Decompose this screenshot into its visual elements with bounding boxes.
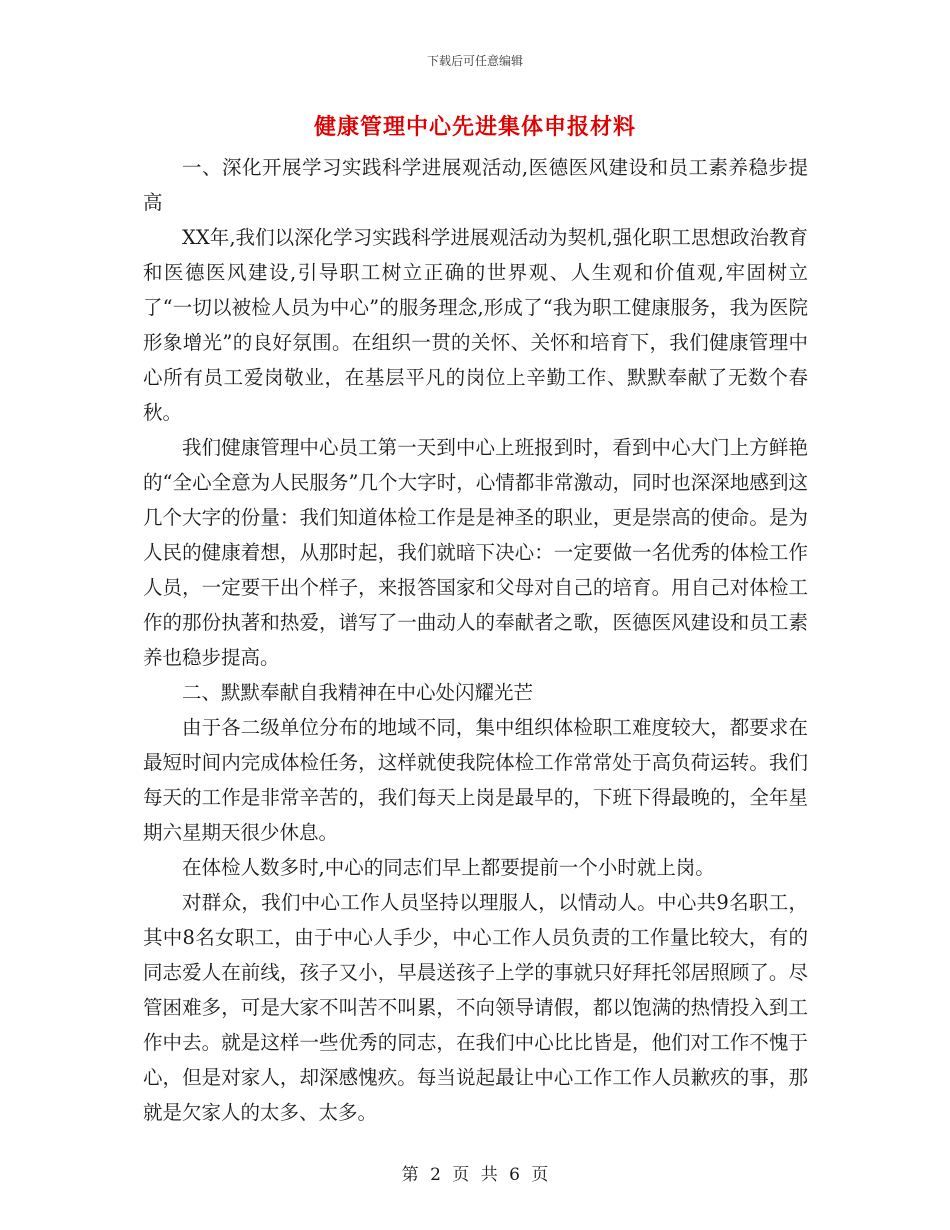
header-note: 下载后可任意编辑 xyxy=(426,54,523,68)
page-number-footer: 第 2 页 共 6 页 xyxy=(401,1165,549,1185)
paragraph: 由于各二级单位分布的地域不同，集中组织体检职工难度较大，都要求在最短时间内完成体检任务，这样就使我院体检工作常常处于高负荷运转。我们每天的工作是非常辛苦的，我们每天上岗是最早的，下班下得最晚的，全年星期六星期天很少休息。 xyxy=(143,716,808,844)
document-body xyxy=(143,150,808,1130)
document-title: 健康管理中心先进集体申报材料 xyxy=(313,114,636,140)
section-heading-2: 二、默默奉献自我精神在中心处闪耀光芒 xyxy=(182,681,534,704)
section-heading-1: 一、深化开展学习实践科学进展观活动,医德医风建设和员工素养稳步提高 xyxy=(143,156,808,214)
paragraph: 对群众，我们中心工作人员坚持以理服人，以情动人。中心共9名职工，其中8名女职工，由于中心人手少，中心工作人员负责的工作量比较大，有的同志爱人在前线，孩子又小，早晨送孩子上学的事就只好拜托邻居照顾了。尽管困难多，可是大家不叫苦不叫累，不向领导请假，都以饱满的热情投入到工作中去。就是这样一些优秀的同志，在我们中心比比皆是，他们对工作不愧于心，但是对家人，却深感愧疚。每当说起最让中心工作工作人员歉疚的事，那就是欠家人的太多、太多。 xyxy=(143,891,808,1124)
paragraph: 在体检人数多时,中心的同志们早上都要提前一个小时就上岗。 xyxy=(182,856,715,879)
paragraph: 我们健康管理中心员工第一天到中心上班报到时，看到中心大门上方鲜艳的“全心全意为人民服务”几个大字时，心情都非常激动，同时也深深地感到这几个大字的份量：我们知道体检工作是是神圣的职业，更是崇高的使命。是为人民的健康着想，从那时起，我们就暗下决心：一定要做一名优秀的体检工作人员，一定要干出个样子，来报答国家和父母对自己的培育。用自己对体检工作的那份执著和热爱，谱写了一曲动人的奉献者之歌，医德医风建设和员工素养也稳步提高。 xyxy=(143,436,808,669)
paragraph: XX年,我们以深化学习实践科学进展观活动为契机,强化职工思想政治教育和医德医风建设,引导职工树立正确的世界观、人生观和价值观,牢固树立了“一切以被检人员为中心”的服务理念,形成了“我为职工健康服务，我为医院形象增光”的良好氛围。在组织一贯的关怀、关怀和培育下，我们健康管理中心所有员工爱岗敬业，在基层平凡的岗位上辛勤工作、默默奉献了无数个春秋。 xyxy=(143,226,808,424)
